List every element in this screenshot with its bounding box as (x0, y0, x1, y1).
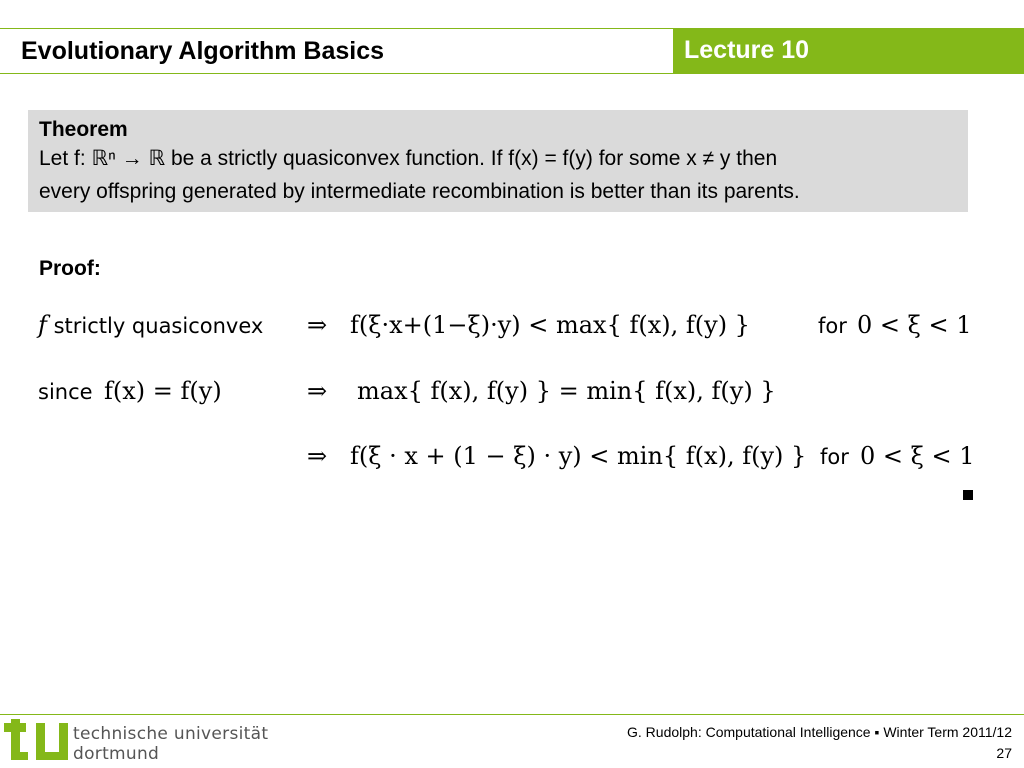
function-symbol: f (38, 311, 47, 339)
theorem-statement-line-1: Let f: ℝⁿ → ℝ be a strictly quasiconvex function. If f(x) = f(y) for some x ≠ y then (39, 147, 778, 170)
proof-label: Proof: (39, 257, 101, 280)
slide-title: Evolutionary Algorithm Basics (21, 37, 385, 65)
course-credit: G. Rudolph: Computational Intelligence ▪ Winter Term 2011/12 (627, 724, 1012, 740)
proof-row-1 (38, 311, 263, 340)
slide-header (0, 28, 1024, 74)
lecture-badge: Lecture 10 (673, 28, 1024, 74)
proof-row-3-condition: 0 < ξ < 1 (860, 442, 975, 470)
implies-arrow-1: ⇒ (307, 311, 328, 339)
tu-logo-icon (4, 719, 68, 765)
proof-row-1-expression: f(ξ·x+(1−ξ)·y) < max{ f(x), f(y) } (350, 311, 750, 339)
implies-arrow-2: ⇒ (307, 377, 328, 405)
proof-row-1-condition: 0 < ξ < 1 (857, 311, 972, 339)
theorem-statement-line-2: every offspring generated by intermediate recombination is better than its parents. (39, 180, 800, 203)
footer-divider (0, 714, 1024, 715)
proof-row-2-lead: since (38, 380, 93, 404)
theorem-box (28, 110, 968, 212)
proof-row-2-given: f(x) = f(y) (104, 377, 222, 405)
footer-credit (627, 722, 1012, 764)
page-number: 27 (996, 745, 1012, 761)
university-name-line-1: technische universität (73, 724, 269, 744)
university-name-line-2: dortmund (73, 744, 160, 764)
qed-square-icon (963, 490, 973, 500)
theorem-heading: Theorem (39, 118, 128, 141)
proof-row-3-for: for (820, 445, 849, 469)
university-name (73, 724, 268, 764)
proof-row-1-lead: strictly quasiconvex (53, 314, 264, 338)
implies-arrow-3: ⇒ (307, 442, 328, 470)
proof-row-3-expression: f(ξ · x + (1 − ξ) · y) < min{ f(x), f(y) } (350, 442, 807, 470)
proof-row-1-for: for (818, 314, 847, 338)
proof-row-2-expression: max{ f(x), f(y) } = min{ f(x), f(y) } (357, 377, 776, 405)
